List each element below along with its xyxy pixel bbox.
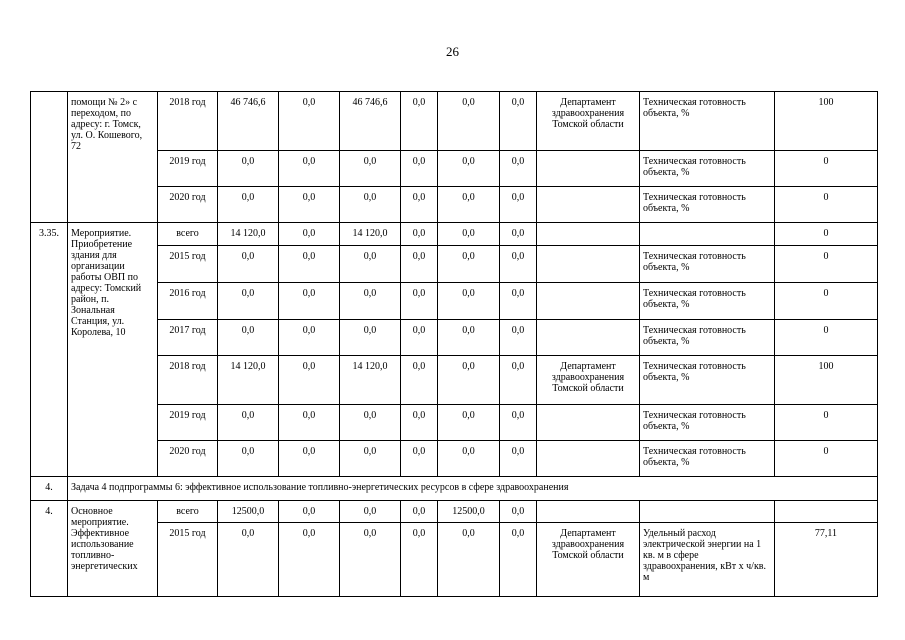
value-cell: 46 746,6 — [218, 92, 279, 151]
year-cell: 2018 год — [158, 356, 218, 405]
value-cell: 0,0 — [340, 187, 401, 223]
year-cell: 2019 год — [158, 405, 218, 441]
value-cell: 0,0 — [438, 283, 500, 320]
indicator-value-cell: 0 — [775, 405, 878, 441]
value-cell: 0,0 — [401, 320, 438, 356]
value-cell: 0,0 — [500, 223, 537, 246]
value-cell: 0,0 — [401, 405, 438, 441]
table-row — [31, 187, 878, 223]
value-cell: 0,0 — [401, 92, 438, 151]
value-cell: 0,0 — [401, 441, 438, 477]
indicator-cell: Техническая готовность объекта, % — [640, 92, 775, 151]
indicator-cell: Техническая готовность объекта, % — [640, 246, 775, 283]
executor-cell — [537, 501, 640, 523]
value-cell: 0,0 — [438, 223, 500, 246]
value-cell: 0,0 — [218, 283, 279, 320]
value-cell: 0,0 — [438, 187, 500, 223]
executor-cell — [537, 405, 640, 441]
executor-cell: Департамент здравоохранения Томской области — [537, 92, 640, 151]
indicator-value-cell: 100 — [775, 356, 878, 405]
value-cell: 0,0 — [279, 187, 340, 223]
value-cell: 12500,0 — [438, 501, 500, 523]
indicator-cell: Техническая готовность объекта, % — [640, 356, 775, 405]
value-cell: 0,0 — [340, 501, 401, 523]
value-cell: 0,0 — [340, 151, 401, 187]
table-row — [31, 283, 878, 320]
value-cell: 0,0 — [500, 151, 537, 187]
value-cell: 0,0 — [218, 320, 279, 356]
year-cell: всего — [158, 223, 218, 246]
value-cell: 0,0 — [500, 501, 537, 523]
value-cell: 0,0 — [218, 246, 279, 283]
value-cell: 0,0 — [438, 151, 500, 187]
value-cell: 0,0 — [279, 223, 340, 246]
executor-cell — [537, 283, 640, 320]
value-cell: 0,0 — [500, 405, 537, 441]
year-cell: 2020 год — [158, 187, 218, 223]
value-cell: 0,0 — [500, 246, 537, 283]
row-number-cell: 3.35. — [31, 223, 68, 477]
value-cell: 0,0 — [401, 246, 438, 283]
year-cell: всего — [158, 501, 218, 523]
task-title-cell: Задача 4 подпрограммы 6: эффективное использование топливно-энергетических ресурсов в сфере здравоохранения — [68, 477, 878, 501]
value-cell: 0,0 — [500, 356, 537, 405]
table-row — [31, 92, 878, 151]
event-name-cell: Основное мероприятие. Эффективное использование топливно-энергетических — [68, 501, 158, 597]
executor-cell — [537, 223, 640, 246]
indicator-value-cell: 0 — [775, 151, 878, 187]
task-number-cell: 4. — [31, 477, 68, 501]
indicator-cell: Техническая готовность объекта, % — [640, 283, 775, 320]
value-cell: 0,0 — [500, 441, 537, 477]
table-row — [31, 523, 878, 597]
indicator-value-cell: 0 — [775, 223, 878, 246]
value-cell: 0,0 — [438, 356, 500, 405]
executor-cell — [537, 246, 640, 283]
value-cell: 0,0 — [438, 246, 500, 283]
value-cell: 0,0 — [500, 92, 537, 151]
value-cell: 14 120,0 — [340, 223, 401, 246]
value-cell: 0,0 — [218, 405, 279, 441]
page-number: 26 — [446, 44, 459, 59]
value-cell: 0,0 — [401, 523, 438, 597]
value-cell: 0,0 — [279, 441, 340, 477]
value-cell: 0,0 — [279, 356, 340, 405]
value-cell: 0,0 — [218, 187, 279, 223]
indicator-cell — [640, 501, 775, 523]
program-table — [30, 91, 878, 597]
indicator-value-cell: 100 — [775, 92, 878, 151]
value-cell: 0,0 — [340, 246, 401, 283]
value-cell: 0,0 — [401, 223, 438, 246]
value-cell: 14 120,0 — [218, 223, 279, 246]
value-cell: 0,0 — [438, 320, 500, 356]
value-cell: 0,0 — [500, 320, 537, 356]
value-cell: 0,0 — [438, 441, 500, 477]
value-cell: 0,0 — [438, 523, 500, 597]
indicator-cell: Техническая готовность объекта, % — [640, 405, 775, 441]
indicator-value-cell: 0 — [775, 187, 878, 223]
table-row — [31, 405, 878, 441]
value-cell: 14 120,0 — [218, 356, 279, 405]
value-cell: 0,0 — [279, 92, 340, 151]
value-cell: 0,0 — [340, 405, 401, 441]
indicator-cell: Техническая готовность объекта, % — [640, 441, 775, 477]
value-cell: 0,0 — [401, 151, 438, 187]
value-cell: 0,0 — [438, 92, 500, 151]
year-cell: 2015 год — [158, 523, 218, 597]
executor-cell — [537, 187, 640, 223]
indicator-value-cell: 0 — [775, 441, 878, 477]
table-row — [31, 441, 878, 477]
executor-cell — [537, 441, 640, 477]
table-row — [31, 501, 878, 523]
indicator-cell: Техническая готовность объекта, % — [640, 151, 775, 187]
table-row — [31, 151, 878, 187]
indicator-value-cell — [775, 501, 878, 523]
value-cell: 0,0 — [500, 187, 537, 223]
year-cell: 2020 год — [158, 441, 218, 477]
value-cell: 0,0 — [438, 405, 500, 441]
value-cell: 0,0 — [340, 441, 401, 477]
event-name-cell: помощи № 2» с переходом, по адресу: г. Томск, ул. О. Кошевого, 72 — [68, 92, 158, 223]
value-cell: 0,0 — [218, 441, 279, 477]
value-cell: 0,0 — [340, 523, 401, 597]
year-cell: 2017 год — [158, 320, 218, 356]
value-cell: 0,0 — [500, 523, 537, 597]
value-cell: 0,0 — [218, 151, 279, 187]
table-row — [31, 246, 878, 283]
indicator-cell: Удельный расход электрической энергии на 1 кв. м в сфере здравоохранения, кВт х ч/кв. м — [640, 523, 775, 597]
executor-cell: Департамент здравоохранения Томской области — [537, 523, 640, 597]
value-cell: 0,0 — [279, 283, 340, 320]
value-cell: 0,0 — [279, 320, 340, 356]
executor-cell — [537, 320, 640, 356]
value-cell: 0,0 — [279, 151, 340, 187]
indicator-cell — [640, 223, 775, 246]
value-cell: 0,0 — [279, 405, 340, 441]
value-cell: 0,0 — [279, 523, 340, 597]
year-cell: 2016 год — [158, 283, 218, 320]
value-cell: 0,0 — [401, 501, 438, 523]
executor-cell — [537, 151, 640, 187]
value-cell: 0,0 — [279, 246, 340, 283]
event-name-cell: Мероприятие. Приобретение здания для организации работы ОВП по адресу: Томский район, п. Зональная Станция, ул. Королева, 10 — [68, 223, 158, 477]
year-cell: 2019 год — [158, 151, 218, 187]
value-cell: 0,0 — [500, 283, 537, 320]
indicator-value-cell: 77,11 — [775, 523, 878, 597]
indicator-cell: Техническая готовность объекта, % — [640, 320, 775, 356]
indicator-value-cell: 0 — [775, 246, 878, 283]
indicator-value-cell: 0 — [775, 283, 878, 320]
value-cell: 46 746,6 — [340, 92, 401, 151]
task-row — [31, 477, 878, 501]
value-cell: 0,0 — [279, 501, 340, 523]
value-cell: 0,0 — [340, 320, 401, 356]
table-row — [31, 356, 878, 405]
row-number-cell — [31, 92, 68, 223]
indicator-value-cell: 0 — [775, 320, 878, 356]
executor-cell: Департамент здравоохранения Томской области — [537, 356, 640, 405]
year-cell: 2018 год — [158, 92, 218, 151]
indicator-cell: Техническая готовность объекта, % — [640, 187, 775, 223]
value-cell: 12500,0 — [218, 501, 279, 523]
row-number-cell: 4. — [31, 501, 68, 597]
value-cell: 0,0 — [218, 523, 279, 597]
value-cell: 0,0 — [401, 187, 438, 223]
value-cell: 0,0 — [340, 283, 401, 320]
value-cell: 0,0 — [401, 356, 438, 405]
table-row — [31, 223, 878, 246]
value-cell: 14 120,0 — [340, 356, 401, 405]
value-cell: 0,0 — [401, 283, 438, 320]
year-cell: 2015 год — [158, 246, 218, 283]
table-row — [31, 320, 878, 356]
